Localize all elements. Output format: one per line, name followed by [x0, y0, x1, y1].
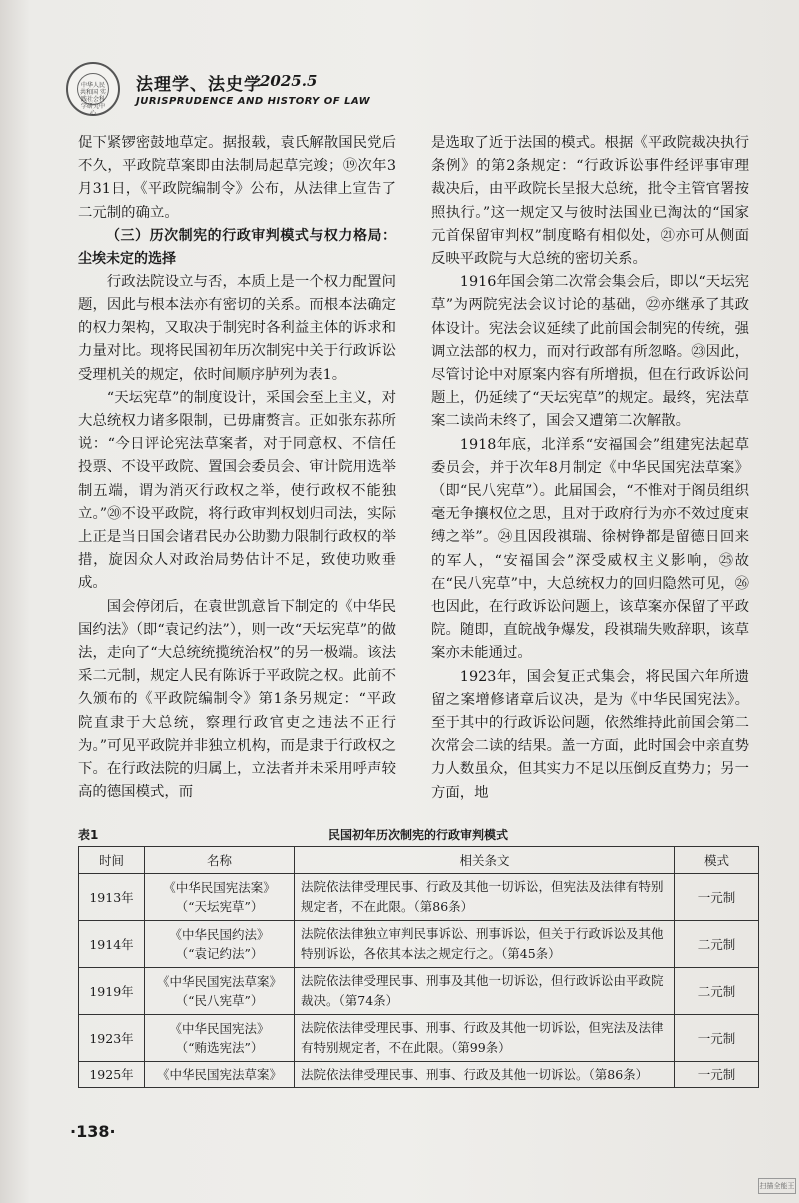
name-alias: （“贿选宪法”）: [175, 1040, 264, 1055]
cell-year: 1923年: [79, 1015, 145, 1062]
right-column: [431, 132, 749, 805]
paragraph: “天坛宪草”的制度设计，采国会至上主义，对大总统权力诸多限制，已毋庸赘言。正如张东荪所说：“今日评论宪法草案者，对于同意权、不信任投票、不设平政院、置国会委员会、审计院用选举制五端，谓为消灭行政权之举，使行政权不能独立。”⑳不设平政院，将行政审判权划归司法，实际上正是当日国会诸君民办公助勠力限制行政权的举措，旋因众人对政治局势估计不足，致使功败垂成。: [78, 389, 396, 592]
cell-mode: 一元制: [675, 874, 759, 921]
paragraph: 国会停闭后，在袁世凯意旨下制定的《中华民国约法》（即“袁记约法”），则一改“天坛宪草”的做法，走向了“大总统统揽统治权”的另一极端。该法采二元制，规定人民有陈诉于平政院之权。此前不久颁布的《平政院编制令》第1条另规定：“平政院直隶于大总统，察理行政官吏之违法不正行为。”可见平政院并非独立机构，而是隶于行政权之下。在行政法院的归属上，立法者并未采用呼声较高的德国模式，而: [78, 598, 396, 801]
journal-logo-icon: [66, 62, 120, 116]
cell-year: 1919年: [79, 968, 145, 1015]
cell-article: 法院依法律受理民事、刑事及其他一切诉讼，但行政诉讼由平政院裁决。（第74条）: [295, 968, 675, 1015]
cell-article: 法院依法律独立审判民事诉讼、刑事诉讼，但关于行政诉讼及其他特别诉讼，各依其本法之规定行之。（第45条）: [295, 921, 675, 968]
cell-name: [145, 874, 295, 921]
constitution-table: [78, 846, 759, 1088]
header-name: 名称: [145, 847, 295, 874]
paragraph: 行政法院设立与否，本质上是一个权力配置问题，因此与根本法亦有密切的关系。而根本法确定的权力架构，又取决于制宪时各利益主体的诉求和力量对比。现将民国初年历次制宪中关于行政诉讼受理机关的规定，依时间顺序胪列为表1。: [78, 273, 396, 383]
header-article: 相关条文: [295, 847, 675, 874]
name-alias: （“袁记约法”）: [175, 946, 264, 961]
name-line: 《中华民国约法》: [169, 927, 270, 942]
cell-name: [145, 1015, 295, 1062]
logo-text: 中华人民共和国 实践社会科学研究中心: [80, 82, 106, 117]
paragraph: 1916年国会第二次常会集会后，即以“天坛宪草”为两院宪法会议讨论的基础，㉒亦继承了其政体设计。宪法会议延续了此前国会制宪的传统，强调立法部的权力，而对行政部有所忽略。㉓因此，尽管讨论中对原案内容有所增损，但在行政诉讼问题上，仍延续了“天坛宪草”的规定。最终，宪法草案二读尚未终了，国会又遭第二次解散。: [431, 274, 749, 430]
journal-issue: 2025.5: [260, 72, 318, 90]
page-header: [58, 58, 758, 118]
cell-year: 1913年: [79, 874, 145, 921]
journal-title-english: JURISPRUDENCE AND HISTORY OF LAW: [136, 96, 371, 107]
paragraph: 是选取了近于法国的模式。根据《平政院裁决执行条例》的第2条规定：“行政诉讼事件经评事审理裁决后，由平政院长呈报大总统，批令主管官署按照执行。”这一规定又与彼时法国业已淘汰的“国家元首保留审判权”制度略有相似处，㉑亦可从侧面反映平政院与大总统的密切关系。: [431, 135, 749, 268]
table-row: [79, 1062, 759, 1088]
name-line: 《中华民国宪法草案》: [156, 974, 282, 989]
cell-article: 法院依法律受理民事、行政及其他一切诉讼，但宪法及法律有特别规定者，不在此限。（第86条）: [295, 874, 675, 921]
name-alias: （“民八宪草”）: [175, 993, 264, 1008]
name-line: 《中华民国宪法》: [169, 1021, 270, 1036]
cell-mode: 二元制: [675, 921, 759, 968]
table-number: 表1: [78, 828, 99, 842]
table-row: [79, 874, 759, 921]
paragraph: 1923年，国会复正式集会，将民国六年所遗留之案增修诸章后议决，是为《中华民国宪法》。至于其中的行政诉讼问题，依然维持此前国会第二次常会二读的结果。盖一方面，此时国会中亲直势力人数虽众，但其实力不足以压倒反直势力；另一方面，地: [431, 668, 749, 801]
cell-mode: 一元制: [675, 1062, 759, 1088]
left-column: [78, 132, 396, 804]
table-caption: [78, 826, 758, 844]
name-alias: （“天坛宪草”）: [175, 899, 264, 914]
scanner-watermark: 扫描全能王: [758, 1178, 796, 1194]
table-row: [79, 1015, 759, 1062]
page-number: ·138·: [70, 1122, 116, 1141]
table-title: 民国初年历次制宪的行政审判模式: [327, 828, 508, 842]
cell-year: 1914年: [79, 921, 145, 968]
journal-title: 法理学、法史学: [136, 75, 262, 95]
name-line: 《中华民国宪法案》: [163, 880, 276, 895]
cell-mode: 二元制: [675, 968, 759, 1015]
cell-article: 法院依法律受理民事、刑事、行政及其他一切诉讼。（第86条）: [295, 1062, 675, 1088]
header-time: 时间: [79, 847, 145, 874]
cell-year: 1925年: [79, 1062, 145, 1088]
table-row: [79, 921, 759, 968]
section-heading: （三）历次制宪的行政审判模式与权力格局：尘埃未定的选择: [78, 227, 396, 267]
cell-mode: 一元制: [675, 1015, 759, 1062]
cell-name: [145, 921, 295, 968]
header-mode: 模式: [675, 847, 759, 874]
cell-name: [145, 968, 295, 1015]
cell-name: 《中华民国宪法草案》: [145, 1062, 295, 1088]
table-header-row: [79, 847, 759, 874]
table-row: [79, 968, 759, 1015]
paragraph: 1918年底，北洋系“安福国会”组建宪法起草委员会，并于次年8月制定《中华民国宪法草案》（即“民八宪草”）。此届国会，“不惟对于阁员组织毫无争攘权位之思，且对于政府行为亦不效过度束缚之举”。㉔且因段祺瑞、徐树铮都是留德日回来的军人，“安福国会”深受威权主义影响，㉕故在“民八宪草”中，大总统权力的回归隐然可见，㉖也因此，在行政诉讼问题上，该草案亦保留了平政院。随即，直皖战争爆发，段祺瑞失败辞职，该草案亦未能通过。: [431, 436, 749, 662]
paragraph: 促下紧锣密鼓地草定。据报载，袁氏解散国民党后不久，平政院草案即由法制局起草完竣；⑲次年3月31日，《平政院编制令》公布，从法律上宣告了二元制的确立。: [78, 135, 396, 221]
cell-article: 法院依法律受理民事、刑事、行政及其他一切诉讼，但宪法及法律有特别规定者，不在此限。（第99条）: [295, 1015, 675, 1062]
